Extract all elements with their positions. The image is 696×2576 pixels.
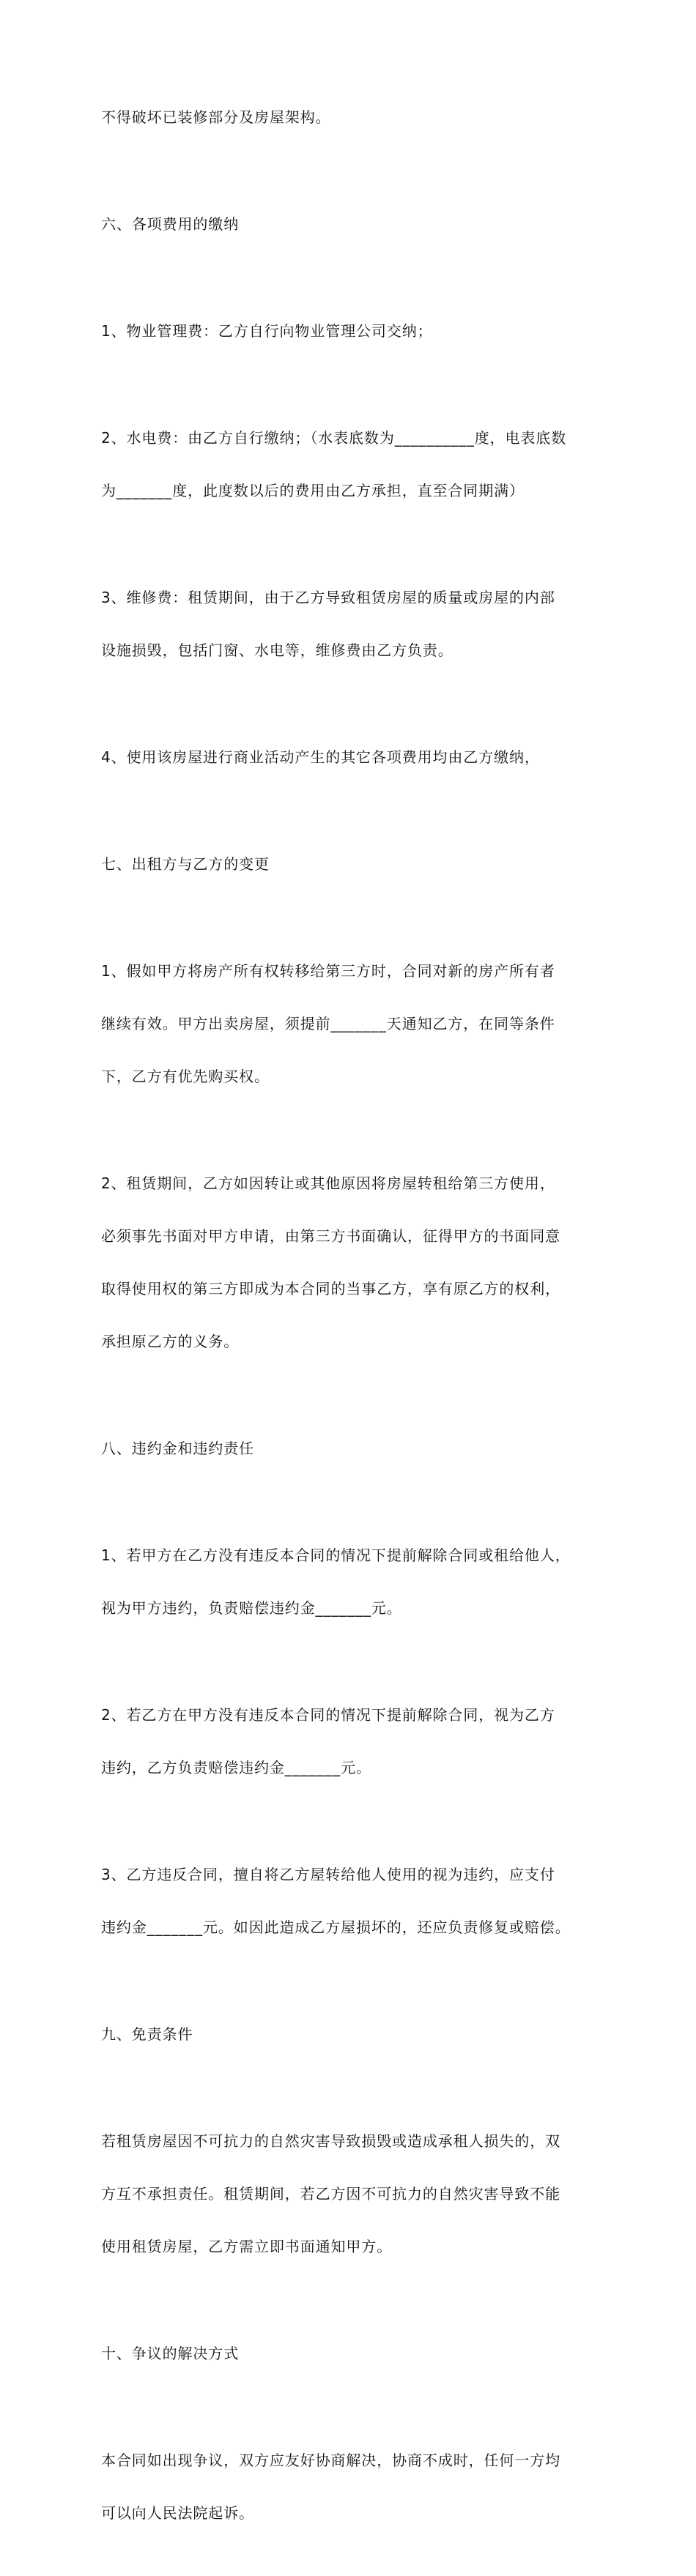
paragraph xyxy=(101,2416,599,2557)
text-line: 必须事先书面对甲方申请，由第三方书面确认，征得甲方的书面同意 xyxy=(101,1227,560,1245)
text-line: 违约金_______元。如因此造成乙方屋损坏的，还应负责修复或赔偿。 xyxy=(101,1918,571,1936)
section-heading xyxy=(101,1404,599,1492)
text-line: 1、假如甲方将房产所有权转移给第三方时，合同对新的房产所有者 xyxy=(101,962,555,980)
text-line: 设施损毁，包括门窗、水电等，维修费由乙方负责。 xyxy=(101,641,453,659)
text-line: 九、免责条件 xyxy=(101,2025,193,2043)
text-line: 本合同如出现争议，双方应友好协商解决，协商不成时，任何一方均 xyxy=(101,2452,560,2469)
text-line: 继续有效。甲方出卖房屋，须提前_______天通知乙方，在同等条件 xyxy=(101,1015,555,1032)
text-line: 1、物业管理费：乙方自行向物业管理公司交纳； xyxy=(101,322,433,340)
text-line: 方互不承担责任。租赁期间，若乙方因不可抗力的自然灾害导致不能 xyxy=(101,2185,560,2203)
text-line: 八、违约金和违约责任 xyxy=(101,1440,254,1457)
text-line: 七、出租方与乙方的变更 xyxy=(101,855,270,873)
section-heading xyxy=(101,1990,599,2078)
text-line: 不得破坏已装修部分及房屋架构。 xyxy=(101,108,331,126)
text-line: 违约，乙方负责赔偿违约金_______元。 xyxy=(101,1759,371,1776)
text-line: 使用租赁房屋，乙方需立即书面通知甲方。 xyxy=(101,2238,393,2255)
text-line: 3、维修费：租赁期间，由于乙方导致租赁房屋的质量或房屋的内部 xyxy=(101,589,555,606)
text-line: 视为甲方违约，负责赔偿违约金_______元。 xyxy=(101,1599,402,1617)
text-line: 可以向人民法院起诉。 xyxy=(101,2504,254,2522)
text-line: 2、若乙方在甲方没有违反本合同的情况下提前解除合同，视为乙方 xyxy=(101,1706,555,1724)
paragraph xyxy=(101,287,599,375)
paragraph xyxy=(101,394,599,535)
text-line: 4、使用该房屋进行商业活动产生的其它各项费用均由乙方缴纳， xyxy=(101,748,540,766)
paragraph xyxy=(101,73,599,161)
text-line: 为_______度，此度数以后的费用由乙方承担，直至合同期满） xyxy=(101,482,525,499)
paragraph xyxy=(101,713,599,801)
text-line: 取得使用权的第三方即成为本合同的当事乙方，享有原乙方的权利， xyxy=(101,1280,560,1298)
paragraph xyxy=(101,1139,599,1385)
paragraph xyxy=(101,927,599,1120)
section-heading xyxy=(101,180,599,268)
section-heading xyxy=(101,2309,599,2397)
text-line: 1、若甲方在乙方没有违反本合同的情况下提前解除合同或租给他人， xyxy=(101,1546,571,1564)
text-line: 2、水电费：由乙方自行缴纳；（水表底数为__________度，电表底数 xyxy=(101,429,567,447)
text-line: 承担原乙方的义务。 xyxy=(101,1333,240,1350)
paragraph xyxy=(101,1671,599,1812)
section-heading xyxy=(101,820,599,908)
text-line: 2、租赁期间，乙方如因转让或其他原因将房屋转租给第三方使用， xyxy=(101,1175,555,1192)
paragraph xyxy=(101,554,599,694)
text-line: 若租赁房屋因不可抗力的自然灾害导致损毁或造成承租人损失的，双 xyxy=(101,2132,560,2150)
text-line: 3、乙方违反合同，擅自将乙方屋转给他人使用的视为违约，应支付 xyxy=(101,1866,555,1883)
paragraph xyxy=(101,2097,599,2290)
text-line: 下，乙方有优先购买权。 xyxy=(101,1068,270,1085)
contract-body xyxy=(101,73,599,2576)
text-line: 六、各项费用的缴纳 xyxy=(101,215,240,233)
paragraph xyxy=(101,1511,599,1652)
paragraph xyxy=(101,1831,599,1971)
text-line: 十、争议的解决方式 xyxy=(101,2345,240,2362)
